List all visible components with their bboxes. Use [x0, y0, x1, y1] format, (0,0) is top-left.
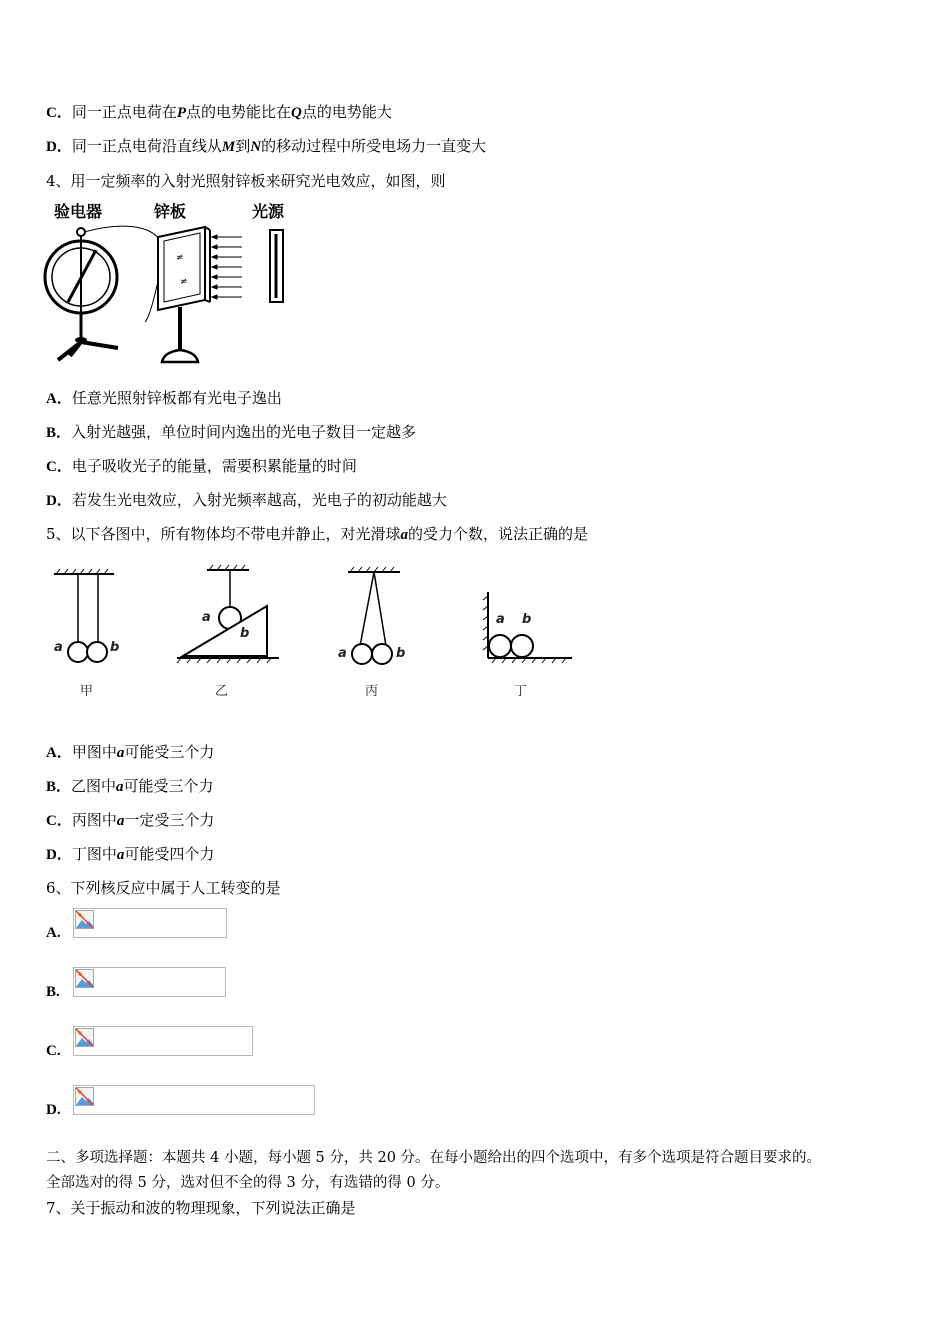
q5-option-b: [46, 776, 214, 797]
option-text: 可能受三个力: [123, 777, 214, 795]
option-letter: A．: [46, 391, 72, 407]
option-text: 丙图中: [71, 811, 117, 829]
photoelectric-apparatus: [40, 222, 300, 372]
option-text: 一定受三个力: [124, 811, 215, 829]
option-letter: A．: [46, 745, 72, 761]
option-text: 同一正点电荷在: [71, 103, 177, 121]
option-text: 入射光越强，单位时间内逸出的光电子数目一定越多: [71, 423, 417, 441]
option-letter: D．: [46, 139, 72, 155]
variable: a: [400, 527, 409, 543]
option-text: 的移动过程中所受电场力一直变大: [261, 137, 487, 155]
ball-label-a: a: [338, 646, 347, 661]
variable: N: [250, 139, 262, 155]
option-letter: C．: [46, 459, 72, 475]
option-text: 同一正点电荷沿直线从: [71, 137, 222, 155]
q3-option-d: [46, 136, 486, 157]
option-text: 电子吸收光子的能量，需要积累能量的时间: [71, 457, 357, 475]
option-text: 甲图中: [71, 743, 117, 761]
stem-text: 5、以下各图中，所有物体均不带电并静止，对光滑球: [46, 525, 401, 543]
option-text: 任意光照射锌板都有光电子逸出: [71, 389, 282, 407]
section2-instructions-line1: 二、多项选择题：本题共 4 小题，每小题 5 分，共 20 分。在每小题给出的四个选项中，有多个选项是符合题目要求的。: [46, 1150, 822, 1166]
q6-option-a-letter: A.: [46, 925, 61, 941]
caption-yi: 乙: [215, 684, 229, 699]
q7-stem: 7、关于振动和波的物理现象，下列说法正确是: [46, 1199, 356, 1217]
svg-text:≠: ≠: [176, 253, 184, 263]
q4-option-d: [46, 490, 447, 511]
q4-option-b: [46, 422, 416, 443]
q5-option-a: [46, 742, 214, 763]
variable: a: [116, 813, 125, 829]
option-letter: C．: [46, 813, 72, 829]
label-light-source: 光源: [252, 202, 285, 221]
ball-label-b: b: [110, 640, 120, 655]
figure-ding: [482, 590, 577, 665]
caption-jia: 甲: [80, 684, 94, 699]
option-text: 点的电势能比在: [186, 103, 292, 121]
variable: a: [116, 745, 125, 761]
ball-label-a: a: [496, 612, 505, 627]
option-letter: C．: [46, 105, 72, 121]
label-electroscope: 验电器: [54, 202, 103, 221]
option-letter: D．: [46, 847, 72, 863]
caption-bing: 丙: [365, 684, 379, 699]
label-zinc-plate: 锌板: [154, 202, 187, 221]
figure-yi: [175, 566, 285, 666]
ball-label-a: a: [54, 640, 63, 655]
variable: Q: [291, 105, 302, 121]
broken-image-icon: [75, 1028, 94, 1047]
option-letter: B．: [46, 425, 72, 441]
broken-image-icon: [75, 910, 94, 929]
svg-text:≠: ≠: [180, 277, 188, 287]
q6-option-b-image: [73, 967, 226, 997]
broken-image-icon: [75, 1087, 94, 1106]
caption-ding: 丁: [514, 684, 528, 699]
option-text: 乙图中: [71, 777, 117, 795]
stem-text: 的受力个数，说法正确的是: [408, 525, 589, 543]
variable: P: [176, 105, 187, 121]
q4-stem: 4、用一定频率的入射光照射锌板来研究光电效应，如图，则: [46, 172, 446, 190]
option-text: 可能受四个力: [124, 845, 215, 863]
q5-option-d: [46, 844, 214, 865]
q6-option-b-letter: B.: [46, 984, 60, 1000]
q5-stem: [46, 524, 588, 545]
ball-label-b: b: [522, 612, 532, 627]
option-text: 可能受三个力: [124, 743, 215, 761]
option-text: 若发生光电效应，入射光频率越高，光电子的初动能越大: [71, 491, 447, 509]
ball-label-b: b: [396, 646, 406, 661]
q6-option-c-image: [73, 1026, 253, 1056]
option-text: 到: [235, 137, 251, 155]
broken-image-icon: [75, 969, 94, 988]
q4-option-c: [46, 456, 357, 477]
ball-label-b: b: [240, 626, 250, 641]
section2-instructions-line2: 全部选对的得 5 分，选对但不全的得 3 分，有选错的得 0 分。: [46, 1175, 450, 1191]
variable: a: [116, 779, 124, 795]
option-letter: D．: [46, 493, 72, 509]
q4-option-a: [46, 388, 282, 409]
q6-stem: 6、下列核反应中属于人工转变的是: [46, 879, 281, 897]
option-letter: B．: [46, 779, 72, 795]
q6-option-d-image: [73, 1085, 315, 1115]
ball-label-a: a: [202, 610, 211, 625]
q6-option-a-image: [73, 908, 227, 938]
q6-option-d-letter: D.: [46, 1102, 61, 1118]
q6-option-c-letter: C.: [46, 1043, 61, 1059]
option-text: 点的电势能大: [301, 103, 392, 121]
variable: a: [116, 847, 125, 863]
q5-option-c: [46, 810, 214, 831]
variable: M: [221, 139, 236, 155]
q3-option-c: [46, 102, 392, 123]
option-text: 丁图中: [71, 845, 117, 863]
